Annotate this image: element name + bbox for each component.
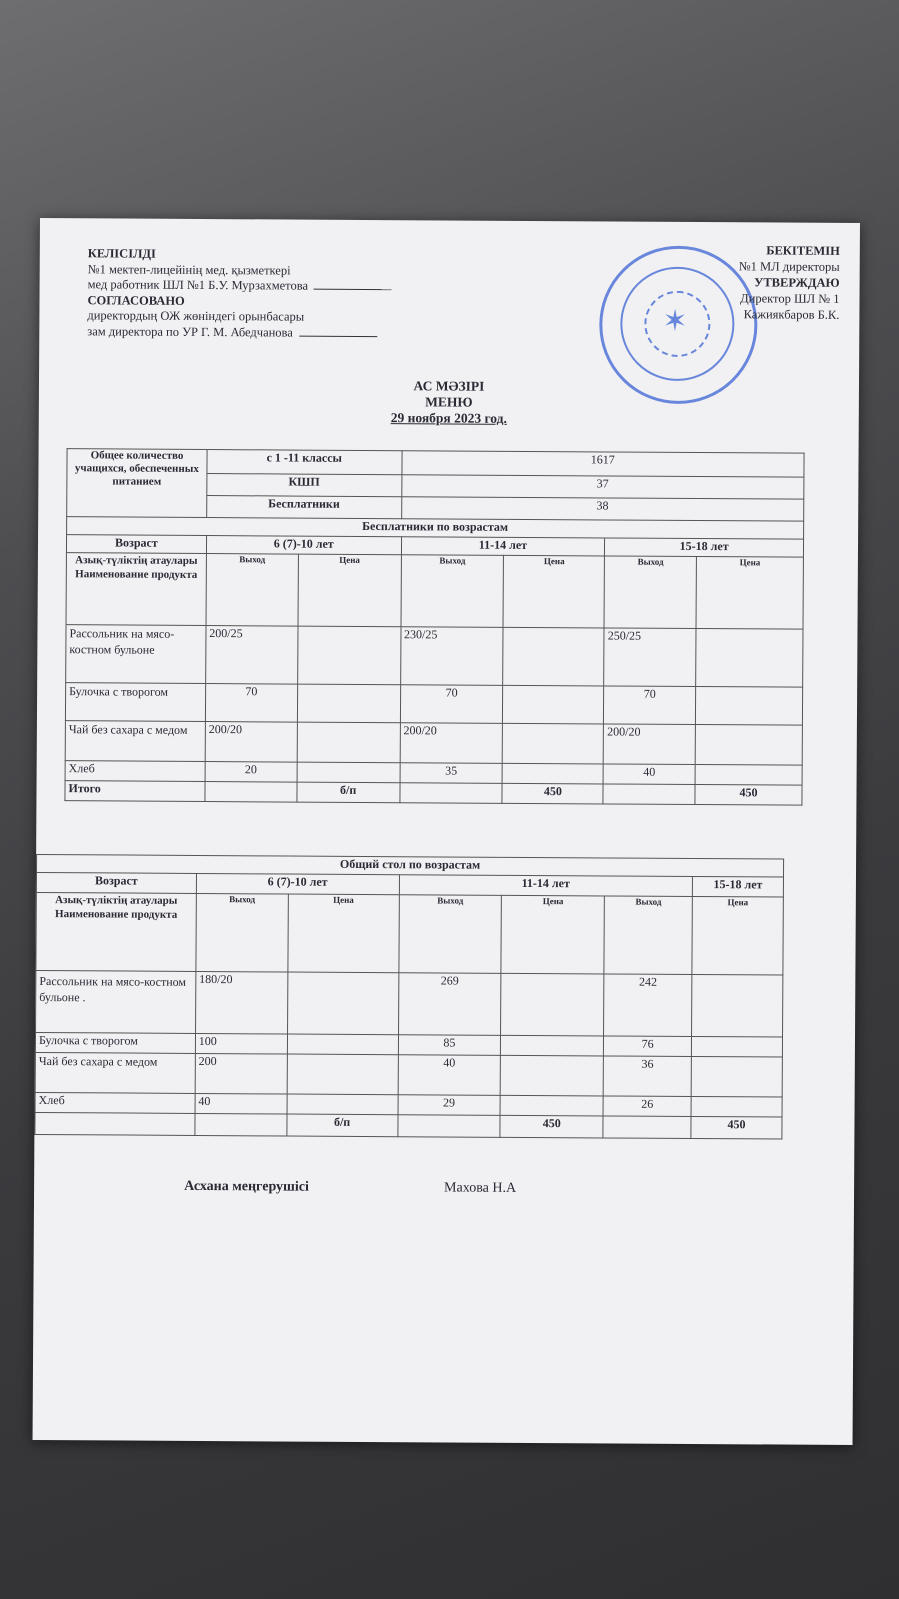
total-label: Итого bbox=[65, 781, 205, 802]
menu-date: 29 ноября 2023 год. bbox=[390, 410, 507, 426]
title-ru: МЕНЮ bbox=[425, 394, 473, 410]
output-value: 242 bbox=[604, 974, 692, 1037]
director-kz-line: №1 МЛ директоры bbox=[738, 259, 840, 274]
table-row bbox=[67, 449, 804, 478]
deputy-kz-line: директордың ОЖ жөніндегі орынбасары bbox=[87, 308, 305, 324]
age-group: 15-18 лет bbox=[605, 538, 804, 557]
age-group: 11-14 лет bbox=[401, 537, 605, 556]
product-name: Рассольник на мясо-костном бульоне bbox=[66, 625, 206, 684]
approve-kz-label: БЕКІТЕМІН bbox=[766, 243, 840, 258]
empty-cell bbox=[195, 1113, 287, 1136]
price-header: Цена bbox=[503, 555, 604, 628]
output-value: 70 bbox=[604, 686, 696, 725]
stat-value: 38 bbox=[401, 497, 804, 521]
table-row bbox=[65, 683, 802, 726]
table-row bbox=[36, 892, 783, 975]
output-value: 180/20 bbox=[195, 971, 287, 1034]
output-header: Выход bbox=[401, 555, 504, 628]
output-value: 85 bbox=[398, 1035, 501, 1056]
output-header: Выход bbox=[206, 554, 298, 627]
price-value bbox=[696, 629, 803, 688]
director-name: Кажиякбаров Б.К. bbox=[743, 307, 840, 322]
price-value bbox=[297, 684, 400, 723]
signature-blank bbox=[314, 279, 392, 290]
table-row bbox=[65, 781, 802, 806]
price-value bbox=[297, 762, 400, 783]
canteen-head-label: Асхана меңгерушісі bbox=[184, 1178, 309, 1195]
age-group: 6 (7)-10 лет bbox=[196, 873, 399, 894]
output-value: 269 bbox=[398, 973, 501, 1036]
product-name: Чай без сахара с медом bbox=[35, 1052, 195, 1093]
table-row bbox=[65, 721, 802, 766]
price-value bbox=[691, 1036, 782, 1057]
output-header: Выход bbox=[398, 895, 501, 974]
price-value bbox=[287, 1034, 398, 1055]
output-value: 200/25 bbox=[206, 626, 298, 685]
price-value bbox=[695, 725, 802, 766]
output-value: 200/20 bbox=[205, 722, 297, 763]
product-name: Чай без сахара с медом bbox=[65, 721, 205, 762]
product-name: Булочка с творогом bbox=[35, 1032, 195, 1053]
price-value bbox=[691, 1056, 782, 1097]
output-value: 70 bbox=[205, 684, 297, 723]
price-value bbox=[691, 1096, 782, 1117]
price-header: Цена bbox=[696, 557, 803, 630]
price-value bbox=[696, 687, 803, 726]
empty-cell bbox=[400, 783, 503, 804]
med-worker-kz-line: №1 мектеп-лицейінің мед. қызметкері bbox=[87, 261, 291, 278]
age-group: 15-18 лет bbox=[692, 876, 783, 897]
stat-label: КШП bbox=[207, 474, 402, 497]
total-value: 450 bbox=[502, 783, 603, 804]
output-value: 29 bbox=[398, 1095, 501, 1116]
output-value: 250/25 bbox=[604, 628, 696, 687]
price-value bbox=[501, 973, 604, 1036]
product-name: Хлеб bbox=[35, 1092, 195, 1113]
output-value: 36 bbox=[603, 1056, 691, 1097]
product-name: Рассольник на мясо-костном бульоне . bbox=[36, 970, 196, 1033]
approval-right-block bbox=[738, 242, 839, 323]
emblem-star-icon: ✶ bbox=[662, 303, 688, 339]
total-students-label: Общее количество учащихся, обеспеченных питанием bbox=[67, 449, 207, 518]
empty-cell bbox=[603, 784, 695, 805]
empty-cell bbox=[397, 1115, 500, 1138]
page-title bbox=[39, 376, 859, 429]
director-ru-line: Директор ШЛ № 1 bbox=[740, 291, 840, 306]
price-header: Цена bbox=[288, 894, 399, 973]
agreed-ru-label: СОГЛАСОВАНО bbox=[87, 292, 185, 308]
stat-label: Бесплатники bbox=[207, 496, 402, 519]
total-value: 450 bbox=[691, 1116, 782, 1139]
stat-label: с 1 -11 классы bbox=[207, 450, 402, 475]
age-group: 11-14 лет bbox=[399, 875, 693, 897]
price-value bbox=[287, 1094, 398, 1115]
table-row bbox=[66, 625, 803, 688]
approval-left-block bbox=[87, 246, 392, 341]
general-meals-table bbox=[34, 854, 784, 1140]
output-value: 76 bbox=[604, 1036, 692, 1057]
age-label: Возраст bbox=[36, 872, 196, 893]
output-value: 26 bbox=[603, 1096, 691, 1117]
price-value bbox=[502, 763, 603, 784]
price-value bbox=[500, 1095, 603, 1116]
price-value bbox=[501, 1035, 604, 1056]
price-value bbox=[297, 626, 400, 685]
free-meals-table bbox=[64, 448, 804, 806]
age-label: Возраст bbox=[66, 535, 206, 554]
age-group: 6 (7)-10 лет bbox=[206, 536, 401, 555]
price-value bbox=[503, 685, 604, 724]
table-row bbox=[35, 1052, 782, 1097]
total-value: 450 bbox=[500, 1115, 603, 1138]
product-name: Хлеб bbox=[65, 761, 205, 782]
section-title: Общий стол по возрастам bbox=[37, 854, 784, 877]
price-value bbox=[503, 723, 604, 764]
title-kz: АС МӘЗІРІ bbox=[413, 378, 485, 394]
canteen-head-name: Махова Н.А bbox=[444, 1180, 517, 1196]
deputy-ru-line: зам директора по УР Г. М. Абедчанова bbox=[87, 324, 392, 341]
output-value: 200/20 bbox=[400, 723, 503, 764]
price-header: Цена bbox=[298, 554, 401, 627]
total-value: б/п bbox=[287, 1114, 398, 1137]
table-row bbox=[36, 970, 783, 1037]
empty-cell bbox=[603, 1116, 691, 1139]
approve-ru-label: УТВЕРЖДАЮ bbox=[754, 275, 840, 290]
table-row bbox=[35, 1112, 782, 1139]
output-value: 230/25 bbox=[400, 627, 503, 686]
agreed-kz-label: КЕЛІСІЛДІ bbox=[87, 246, 156, 261]
total-value: 450 bbox=[695, 785, 802, 806]
signature-blank bbox=[299, 325, 377, 336]
product-name: Булочка с творогом bbox=[65, 683, 205, 722]
product-label: Азық-түліктің атаулары Наименование продукта bbox=[36, 892, 196, 971]
output-header: Выход bbox=[604, 896, 692, 975]
price-value bbox=[692, 974, 783, 1037]
price-value bbox=[503, 627, 604, 686]
price-value bbox=[297, 722, 400, 763]
output-header: Выход bbox=[604, 556, 696, 629]
price-value bbox=[287, 972, 398, 1035]
output-value: 40 bbox=[398, 1055, 501, 1096]
stat-value: 1617 bbox=[402, 451, 805, 477]
stat-value: 37 bbox=[401, 475, 804, 499]
section-title: Бесплатники по возрастам bbox=[67, 517, 804, 540]
menu-document bbox=[33, 218, 860, 1445]
empty-cell bbox=[35, 1112, 195, 1135]
price-value bbox=[695, 765, 802, 786]
output-value: 70 bbox=[400, 685, 503, 724]
output-value: 200/20 bbox=[603, 724, 695, 765]
price-value bbox=[501, 1055, 604, 1096]
table-row bbox=[66, 553, 803, 630]
output-header: Выход bbox=[196, 893, 288, 972]
output-value: 40 bbox=[603, 764, 695, 785]
empty-cell bbox=[205, 782, 297, 803]
product-label: Азық-түліктің атаулары Наименование продукта bbox=[66, 553, 206, 626]
output-value: 200 bbox=[195, 1053, 287, 1094]
price-value bbox=[287, 1054, 398, 1095]
output-value: 35 bbox=[400, 763, 503, 784]
output-value: 20 bbox=[205, 762, 297, 783]
price-header: Цена bbox=[692, 896, 783, 975]
med-worker-ru-line: мед работник ШЛ №1 Б.У. Мурзахметова bbox=[88, 277, 393, 294]
output-value: 100 bbox=[195, 1033, 287, 1054]
price-header: Цена bbox=[501, 895, 604, 974]
total-value: б/п bbox=[297, 782, 400, 803]
output-value: 40 bbox=[195, 1093, 287, 1114]
